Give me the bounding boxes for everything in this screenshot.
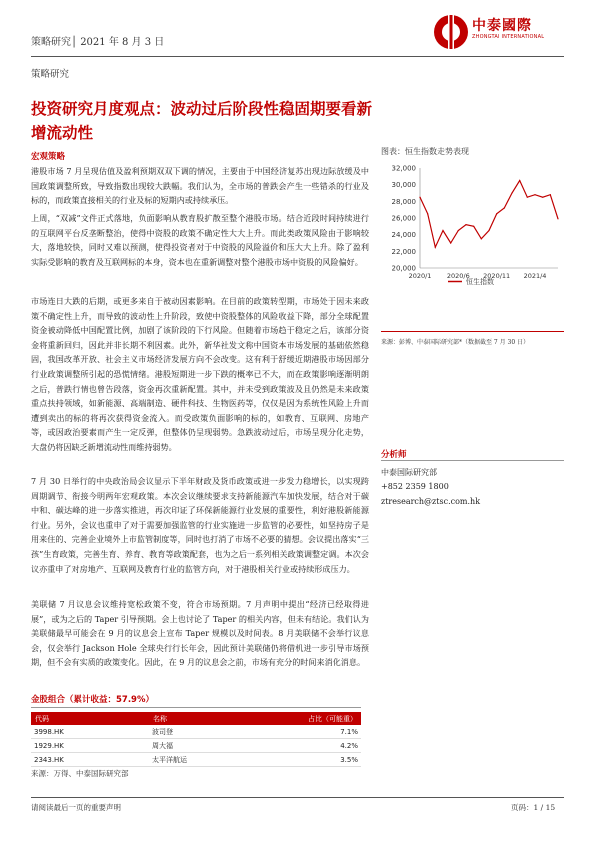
table-row	[31, 739, 361, 753]
analyst-label: 分析师	[381, 450, 407, 460]
portfolio-divider	[31, 707, 361, 708]
chart-source: 来源：彭博、中泰国际研究部*（数据截至 7 月 30 日）	[381, 339, 530, 346]
body-paragraph: 上周，“双减”文件正式落地，负面影响从教育股扩散至整个港股市场。结合近段时间持续进行的互联网平台反垄断整治，使得中资股的政策不确定性大大上升。而此类政策风险由于影响较大，落地较快，同时又难以预测，使得投资者对于中资股的风险溢价和压大大上升。除了盈利实际受影响的教育及互联网标的本身，资本也在重新调整对整个港股市场中资股的风险偏好。	[31, 213, 369, 267]
x-tick-label: 2021/4	[523, 272, 547, 280]
stock-weight: 3.5%	[267, 753, 361, 767]
data-point	[427, 213, 428, 214]
stock-weight: 4.2%	[267, 739, 361, 753]
data-point	[550, 194, 551, 195]
y-tick-label: 26,000	[391, 214, 416, 223]
data-point	[458, 230, 459, 231]
y-tick-label: 24,000	[391, 231, 416, 240]
analyst-divider	[381, 460, 564, 461]
data-point	[519, 180, 520, 181]
stock-code: 3998.HK	[31, 725, 149, 739]
logo-subtitle: ZHONGTAI INTERNATIONAL	[472, 34, 545, 40]
data-point	[557, 218, 558, 219]
x-tick-label: 2020/1	[408, 272, 432, 280]
body-paragraph: 市场连日大跌的后期，或更多来自于被动因素影响。在目前的政策转型期，市场处于因未来政策不确定性上升，而导致的波动性上升阶段，致使中资股整体的风险收益下降，部分全球配置资金被动降低中国配置比例，加剧了该阶段的下行风险。但随着市场趋于稳定之后，该部分资金将重新回归，因此并非长期不利因素。此外，新华社发文称中国资本市场发展的基础依然稳固，我国改革开放、社会主义市场经济发展方向不会改变。这有利于舒缓近期港股市场因部分行业政策调整所引起的恐慌情绪。港股短期进一步下跌的概率已不大，而在政策影响逐渐明朗之后，普跌行情也曾告段落，资金再次重新配置。其中，并未受到政策波及且仍然是未来政策重点扶持领域，如新能源、高端制造、硬件科技、生物医药等，仅仅是因为系统性风险上升而遭到卖出的标的将再次获得资金流入。而受政策负面影响的标的，如教育、互联网、房地产等，或因政治要素而产生一定反弹，但整体仍呈现弱势。急跌波动过后，市场呈现分化走势，大盘仍将因缺乏新增流动性而维持弱势。	[31, 296, 369, 452]
column-header-code: 代码	[31, 712, 149, 725]
data-point	[496, 213, 497, 214]
body-paragraph: 7 月 30 日举行的中央政治局会议显示下半年财政及货币政策或进一步发力稳增长，以实现跨周期调节、衔接今明两年宏观政策。本次会议继续要求支持新能源汽车加快发展，结合对于碳中和、碳达峰的进一步落实推进，再次印证了环保新能源行业发展的重要性，利好港股新能源行业。另外，会议也重申了对于需要加强监管的行业实施进一步监管的必要性，如坚持房子是用来住的、完善企业境外上市监管制度等，同时也打消了市场不必要的猜想。会议提出落实“三孩”生育政策，完善生育、养育、教育等政策配套，也为之后一系列相关政策调整定调。本次会议亦重申了对房地产、互联网及教育行业的监管方向，对于港股相关行业或持续形成压力。	[31, 476, 369, 574]
y-tick-label: 30,000	[391, 181, 416, 190]
data-point	[450, 242, 451, 243]
y-tick-label: 22,000	[391, 247, 416, 256]
stock-name: 太平洋航运	[149, 753, 267, 767]
data-point	[534, 194, 535, 195]
data-point	[419, 197, 420, 198]
data-point	[511, 192, 512, 193]
analyst-org: 中泰国际研究部	[381, 468, 437, 477]
x-tick-label: 2020/6	[446, 272, 470, 280]
analyst-email[interactable]: ztresearch@ztsc.com.hk	[381, 497, 481, 506]
header-left: 策略研究│ 2021 年 8 月 3 日	[31, 37, 165, 48]
body-paragraph: 美联储 7 月议息会议维持宽松政策不变，符合市场预期。7 月声明中提出“经济已经取得进展”，或为之后的 Taper 引导预期。会上也讨论了 Taper 的相关内容，但未有结论。我们认为美联储最早可能会在 9 月的议息会上宣布 Taper 规模以及时间表。8 月美联储不会举行议息会，仅会举行 Jackson Hole 全球央行行长年会，因此预计美联储仍将借机进一步引导市场预期，但不会有实质的政策变化。因此，在 9 月的议息会之前，市场有充分的时间来消化消息。	[31, 599, 369, 668]
data-point	[465, 224, 466, 225]
chart-title: 图表：恒生指数走势表现	[381, 147, 469, 156]
data-point	[504, 207, 505, 208]
series-line-hsi	[420, 181, 558, 248]
page-number: 页码：1 / 15	[511, 803, 556, 812]
report-category: 策略研究	[31, 69, 70, 80]
column-header-name: 名称	[149, 712, 267, 725]
data-point	[442, 230, 443, 231]
portfolio-table	[31, 712, 361, 767]
data-point	[527, 197, 528, 198]
chart-divider	[381, 331, 564, 332]
body-paragraph: 港股市场 7 月呈现估值及盈利预期双双下调的情况，主要由于中国经济复苏出现边际放缓及中国政策调整所致，导致指数出现较大跌幅。我们认为，全市场的普跌会产生一些错杀的行业及标的，而政策直接相关的行业及标的短期内或持续承压。	[31, 166, 369, 206]
footer-disclaimer: 请阅读最后一页的重要声明	[31, 803, 121, 812]
data-point	[488, 230, 489, 231]
table-row	[31, 753, 361, 767]
footer-divider	[31, 797, 564, 798]
legend-label: 恒生指数	[466, 278, 494, 286]
portfolio-title: 金股组合（累计收益：57.9%）	[31, 695, 154, 705]
hsi-line-chart	[378, 160, 566, 295]
stock-name: 波司登	[149, 725, 267, 739]
stock-code: 2343.HK	[31, 753, 149, 767]
data-point	[473, 226, 474, 227]
table-row	[31, 725, 361, 739]
y-tick-label: 20,000	[391, 264, 416, 273]
stock-code: 1929.HK	[31, 739, 149, 753]
section-heading: 宏观策略	[31, 152, 66, 162]
portfolio-source: 来源：万得、中泰国际研究部	[31, 769, 129, 778]
y-tick-label: 28,000	[391, 197, 416, 206]
column-header-weight: 占比（可能重）	[267, 712, 361, 725]
data-point	[542, 197, 543, 198]
stock-name: 周大福	[149, 739, 267, 753]
data-point	[435, 247, 436, 248]
header-divider	[31, 56, 564, 57]
table-header-row	[31, 712, 361, 725]
y-tick-label: 32,000	[391, 164, 416, 173]
stock-weight: 7.1%	[267, 725, 361, 739]
logo-name: 中泰國際	[472, 18, 532, 34]
report-title: 投资研究月度观点：波动过后阶段性稳固期要看新增流动性	[31, 100, 373, 142]
x-tick-label: 2020/11	[483, 272, 511, 280]
analyst-phone: +852 2359 1800	[381, 482, 449, 491]
data-point	[481, 238, 482, 239]
